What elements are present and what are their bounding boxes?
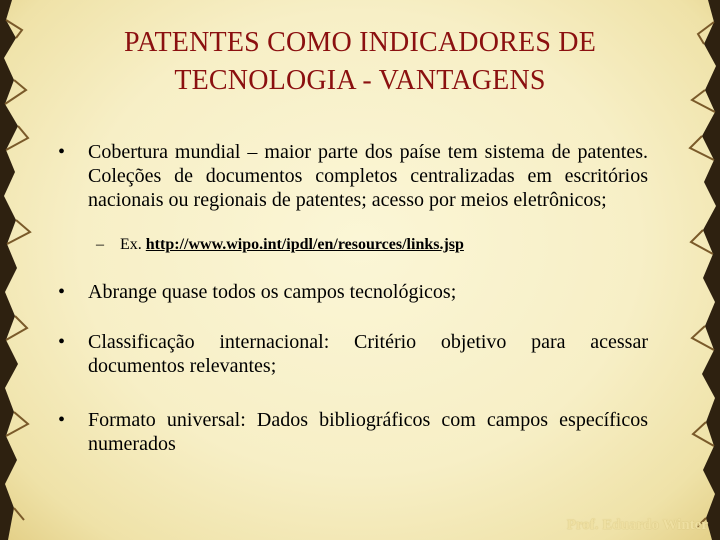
bullet-text: Formato universal: Dados bibliográficos com campos específicos numerados	[88, 409, 648, 455]
bullet-text: Classificação internacional: Critério objetivo para acessar documentos relevantes;	[88, 331, 648, 377]
torn-edge-right	[686, 0, 720, 540]
slide-title-line-2: TECNOLOGIA - VANTAGENS	[174, 65, 546, 96]
bullet-icon: •	[58, 281, 66, 303]
bullet-text: Cobertura mundial – maior parte dos paíse tem sistema de patentes. Coleções de documentos completos centralizadas em escritórios nacionais ou regionais de patentes; acesso por meios eletrônicos;	[88, 141, 648, 211]
bullet-item-fields	[58, 280, 648, 304]
bullet-item-classification	[58, 330, 648, 378]
footer-author: Prof. Eduardo Winter	[566, 517, 708, 533]
dash-icon: –	[96, 236, 104, 253]
bullet-item-format	[58, 408, 648, 456]
bullet-icon: •	[58, 141, 66, 163]
wipo-link[interactable]: http://www.wipo.int/ipdl/en/resources/links.jsp	[145, 236, 464, 253]
bullet-icon: •	[58, 409, 66, 431]
sub-item-example	[58, 234, 648, 256]
torn-edge-left	[0, 0, 34, 540]
slide-title-line-1: PATENTES COMO INDICADORES DE	[123, 27, 597, 58]
bullet-icon: •	[58, 331, 66, 353]
slide-content	[58, 140, 648, 456]
bullet-item-coverage	[58, 140, 648, 212]
bullet-text: Abrange quase todos os campos tecnológicos;	[88, 281, 457, 303]
sub-item-prefix: Ex.	[120, 236, 142, 253]
slide-title	[40, 24, 680, 100]
